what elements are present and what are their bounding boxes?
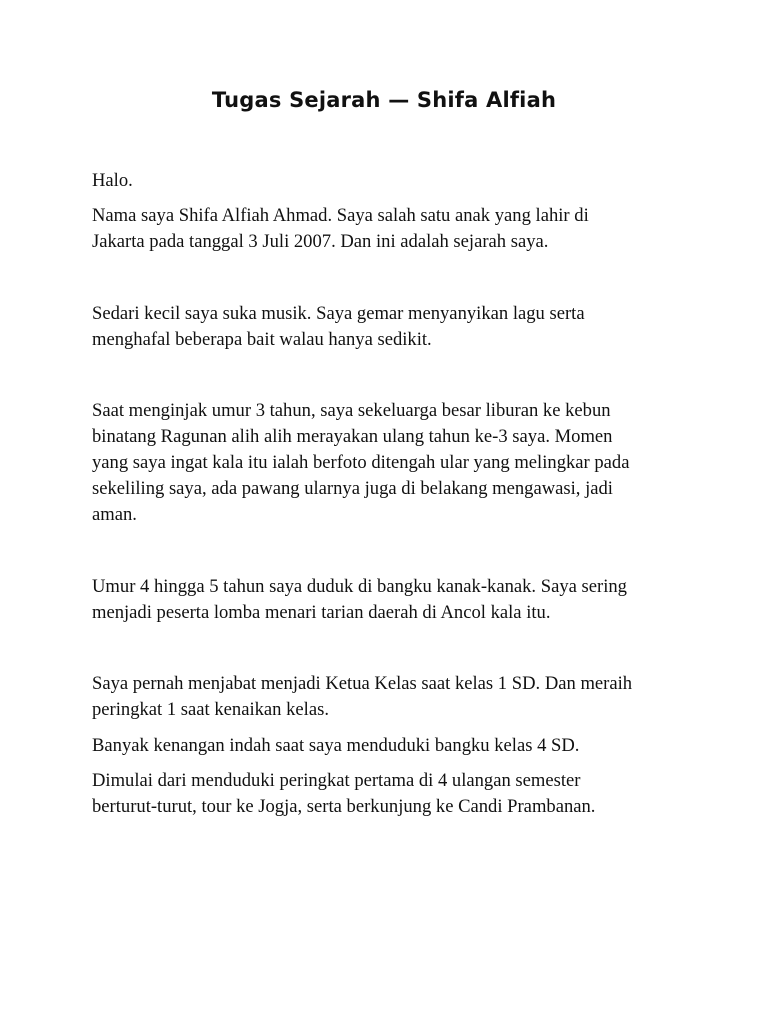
paragraph-kindergarten [92, 574, 692, 626]
paragraph-line: Saat menginjak umur 3 tahun, saya sekeluarga besar liburan ke kebun [92, 400, 611, 421]
paragraph-grade-four [92, 733, 692, 759]
paragraph-line: berturut-turut, tour ke Jogja, serta berkunjung ke Candi Prambanan. [92, 796, 596, 817]
paragraph-line: peringkat 1 saat kenaikan kelas. [92, 699, 329, 720]
paragraph-introduction [92, 203, 692, 255]
paragraph-line: Sedari kecil saya suka musik. Saya gemar menyanyikan lagu serta [92, 303, 585, 324]
paragraph-ragunan [92, 398, 692, 528]
paragraph-line: Umur 4 hingga 5 tahun saya duduk di bangku kanak-kanak. Saya sering [92, 576, 627, 597]
paragraph-line: Jakarta pada tanggal 3 Juli 2007. Dan ini adalah sejarah saya. [92, 231, 549, 252]
paragraph-line: sekeliling saya, ada pawang ularnya juga di belakang mengawasi, jadi [92, 478, 613, 499]
paragraph-line: aman. [92, 504, 137, 525]
paragraph-line: Nama saya Shifa Alfiah Ahmad. Saya salah satu anak yang lahir di [92, 205, 589, 226]
document-title: Tugas Sejarah — Shifa Alfiah [211, 88, 557, 112]
paragraph-line: menjadi peserta lomba menari tarian daerah di Ancol kala itu. [92, 602, 551, 623]
paragraph-line: menghafal beberapa bait walau hanya sedikit. [92, 329, 432, 350]
paragraph-achievements [92, 768, 692, 820]
paragraph-line: Saya pernah menjabat menjadi Ketua Kelas saat kelas 1 SD. Dan meraih [92, 673, 633, 694]
paragraph-class-leader [92, 671, 692, 723]
paragraph-line: Halo. [92, 170, 133, 191]
paragraph-line: Banyak kenangan indah saat saya menduduki bangku kelas 4 SD. [92, 735, 580, 756]
paragraph-line: Dimulai dari menduduki peringkat pertama di 4 ulangan semester [92, 770, 581, 791]
paragraph-line: yang saya ingat kala itu ialah berfoto ditengah ular yang melingkar pada [92, 452, 630, 473]
paragraph-music [92, 301, 692, 353]
paragraph-greeting [92, 168, 692, 194]
paragraph-line: binatang Ragunan alih alih merayakan ulang tahun ke-3 saya. Momen [92, 426, 613, 447]
